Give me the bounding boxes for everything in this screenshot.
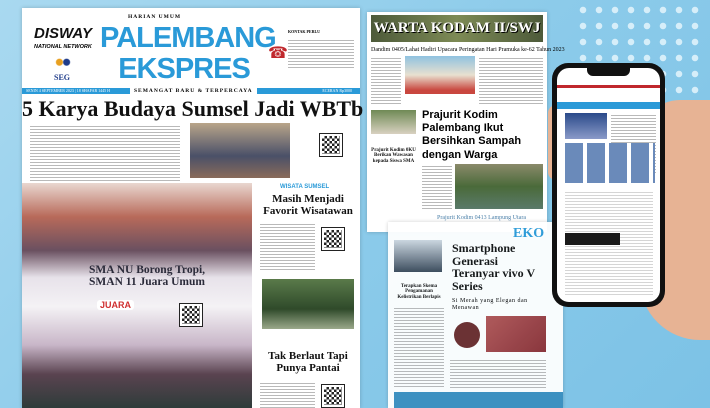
site-thumbnails	[565, 143, 655, 183]
section-label: WISATA SUMSEL	[280, 184, 330, 190]
story-headline: Dandim 0405/Lahat Hadiri Upacara Peringatan Hari Pramuka ke-62 Tahun 2023	[371, 47, 565, 53]
text-columns	[30, 124, 180, 182]
disway-logo: DISWAY	[34, 25, 93, 42]
warta-kodam-banner: WARTA KODAM II/SWJ	[371, 15, 543, 42]
river-cleanup-photo	[455, 164, 543, 209]
text-column	[479, 56, 543, 106]
scout-ceremony-photo	[405, 56, 475, 94]
qr-code[interactable]	[180, 304, 202, 326]
text-column	[260, 222, 315, 270]
contact-info	[288, 38, 354, 68]
masthead-line1: PALEMBANG	[100, 22, 276, 54]
phone-screen	[557, 68, 660, 302]
text-column	[394, 306, 444, 388]
edition-price: ECERAN Rp3000	[322, 88, 352, 93]
text-column	[450, 358, 546, 388]
contact-title: KONTAK PERLU	[288, 29, 321, 34]
section-label: EKO	[513, 226, 545, 241]
story2-headline: SMA NU Borong Tropi, SMAN 11 Juara Umum	[88, 264, 206, 289]
smartphone	[552, 63, 665, 307]
pull-quote-circle	[454, 322, 480, 348]
site-headline-image	[565, 113, 607, 139]
text-column	[260, 381, 315, 408]
seg-logo: SEG	[54, 73, 71, 82]
award-ceremony-photo	[22, 183, 252, 408]
kicker: HARIAN UMUM	[128, 14, 182, 20]
subtitle: Si Merah yang Elegan dan Menawan	[452, 298, 528, 312]
masthead-line2: EKSPRES	[118, 53, 250, 85]
newspaper-warta-kodam	[367, 12, 565, 232]
qr-code[interactable]	[320, 134, 342, 156]
text-column	[422, 164, 452, 209]
main-headline: Prajurit Kodim Palembang Ikut Bersihkan Sampah dengan Warga	[422, 109, 522, 161]
text-column	[371, 56, 401, 106]
seg-figure-icon	[54, 58, 72, 72]
main-headline: Smartphone Generasi Teranyar vivo V Series	[452, 241, 535, 293]
phone-notch	[587, 68, 630, 76]
bottom-ad	[394, 392, 563, 408]
phone-icon: ☎	[268, 45, 288, 62]
site-top-bar	[557, 85, 660, 88]
qr-code[interactable]	[322, 228, 344, 250]
site-nav-bar	[557, 102, 660, 109]
qr-code[interactable]	[322, 385, 344, 407]
story3-headline: Masih Menjadi Favorit Wisatawan	[263, 193, 353, 217]
side-headline: Terapkan Skema Pengamanan Kelistrikan Berlapis	[397, 284, 441, 300]
juara-badge: JUARA	[97, 300, 134, 310]
newspaper-palembang-ekspres	[22, 8, 364, 408]
tagline: SEMANGAT BARU & TERPERCAYA	[130, 87, 257, 95]
smartphone-photo	[486, 316, 546, 352]
footer-headline: Prajurit Kodim 0413 Lampung Utara	[437, 215, 526, 221]
waterfall-photo	[262, 279, 354, 329]
power-plant-photo	[394, 240, 442, 272]
disway-subtitle: NATIONAL NETWORK	[34, 44, 92, 50]
students-photo	[371, 110, 416, 134]
story4-headline: Tak Berlaut Tapi Punya Pantai	[268, 350, 348, 374]
main-headline: 5 Karya Budaya Sumsel Jadi WBTb	[22, 96, 364, 121]
newspaper-ekonomi	[388, 222, 563, 408]
date-text: SENIN 4 SEPTEMBER 2023 | 18 SHAFAR 1445 H	[26, 88, 111, 93]
meeting-photo	[190, 123, 290, 178]
site-ad-banner	[565, 233, 620, 245]
side-headline: Prajurit Kodim 0KU Berikan Wawasan kepada Siswa SMA	[371, 148, 416, 164]
